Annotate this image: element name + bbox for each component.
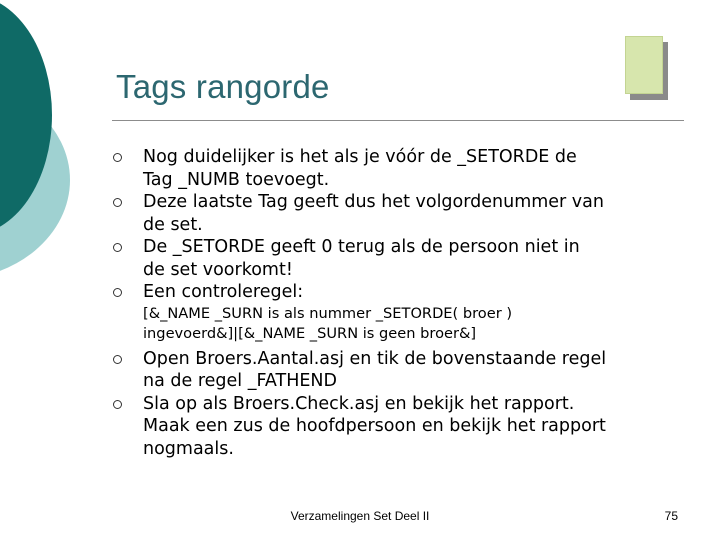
code-example [113,304,693,344]
bullet-line: de set. [143,214,203,235]
bullet-line: Maak een zus de hoofdpersoon en bekijk het rapport [143,416,606,436]
bullet-item [113,348,693,393]
bullet-line: nogmaals. [143,438,234,459]
bullet-circle-icon [113,153,122,162]
bullet-circle-icon [113,355,122,364]
page-number: 75 [664,509,678,523]
bullet-circle-icon [113,288,122,297]
bullet-circle-icon [113,400,122,409]
bullet-item [113,146,693,191]
bullet-line: Open Broers.Aantal.asj en tik de bovenstaande regel [143,348,607,369]
footer-text: Verzamelingen Set Deel II [290,509,430,523]
bullet-line: de set voorkomt! [143,259,293,280]
bullet-line: Sla op als Broers.Check.asj en bekijk het rapport. [143,393,575,414]
code-line: [&_NAME _SURN is als nummer _SETORDE( broer ) [143,304,513,322]
code-line: ingevoerd&]|[&_NAME _SURN is geen broer&] [143,324,477,342]
bullet-item [113,191,693,236]
bullet-item [113,236,693,281]
bullet-list [113,146,693,460]
bullet-circle-icon [113,243,122,252]
bullet-item [113,393,693,461]
bullet-line: Deze laatste Tag geeft dus het volgordenummer van [143,192,604,212]
bullet-line: Nog duidelijker is het als je vóór de _SETORDE de [143,147,577,167]
slide-title: Tags rangorde [116,68,330,105]
bullet-line: De _SETORDE geeft 0 terug als de persoon niet in [143,237,580,257]
left-decoration [0,0,80,300]
bullet-item [113,281,693,304]
bullet-line: Een controleregel: [143,282,304,302]
bullet-line: Tag _NUMB toevoegt. [143,169,330,190]
green-square-decoration [625,36,663,94]
bullet-circle-icon [113,198,122,207]
bullet-line: na de regel _FATHEND [143,371,337,391]
title-divider [112,120,684,121]
